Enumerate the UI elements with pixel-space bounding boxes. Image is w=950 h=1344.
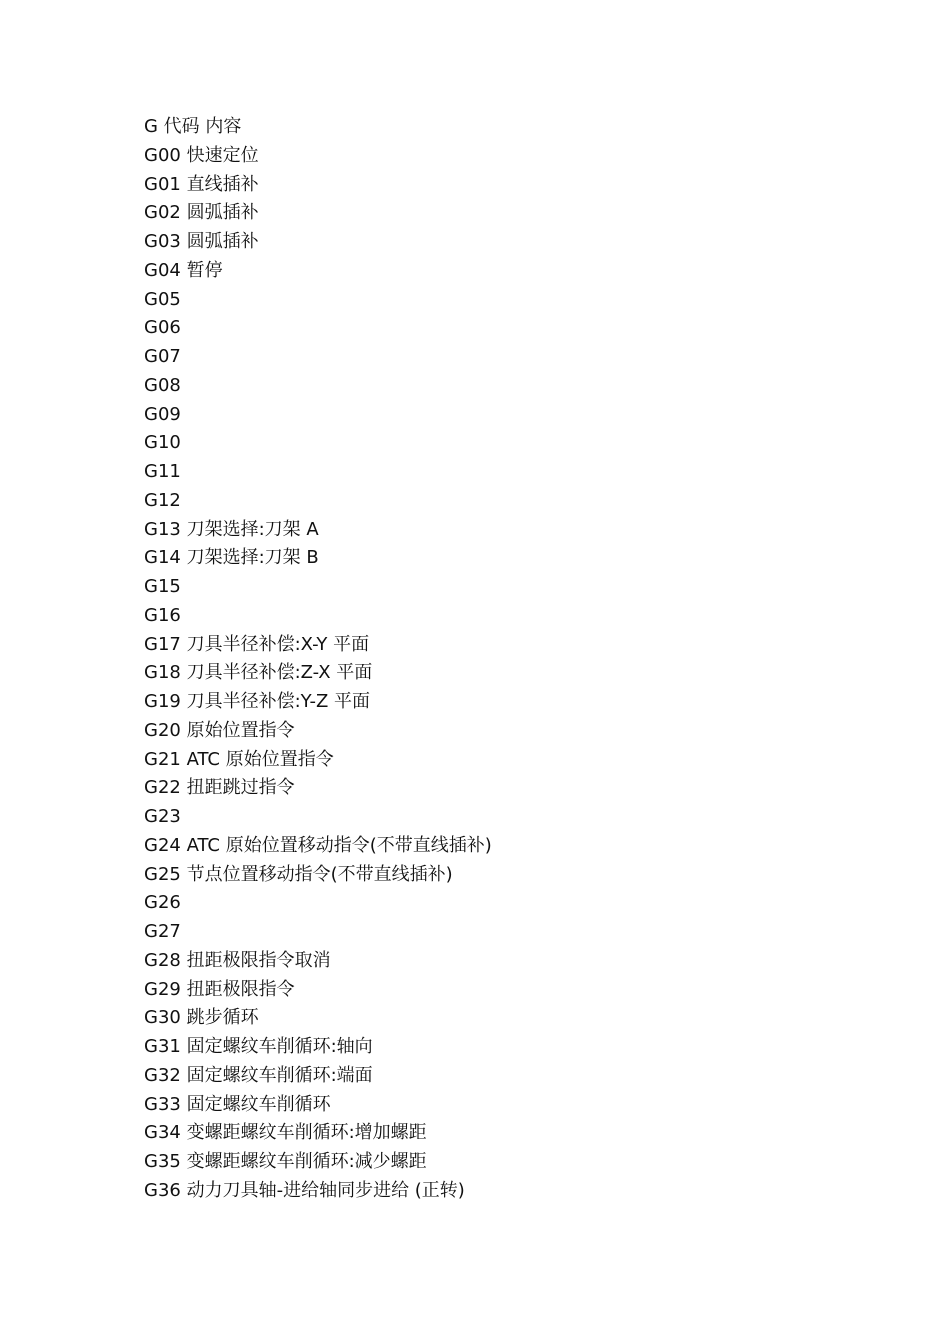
list-item: G09 [144, 403, 181, 425]
list-item: G33 固定螺纹车削循环 [144, 1093, 331, 1115]
list-item: G10 [144, 432, 181, 454]
list-item: G02 圆弧插补 [144, 202, 259, 224]
list-item: G12 [144, 489, 181, 511]
list-item: G19 刀具半径补偿:Y-Z 平面 [144, 691, 371, 712]
list-item: G15 [144, 576, 181, 597]
list-item: G07 [144, 346, 181, 367]
list-item: G23 [144, 806, 181, 827]
list-item: G01 直线插补 [144, 173, 259, 195]
list-item: G30 跳步循环 [144, 1007, 259, 1029]
list-item: G13 刀架选择:刀架 A [144, 518, 319, 540]
list-item: G00 快速定位 [144, 144, 259, 166]
list-item: G26 [144, 892, 181, 914]
list-item: G11 [144, 461, 181, 482]
list-item: G16 [144, 604, 181, 626]
list-item: G04 暂停 [144, 259, 223, 281]
list-item: G 代码 内容 [144, 116, 242, 137]
list-item: G28 扭距极限指令取消 [144, 949, 331, 971]
list-item: G20 原始位置指令 [144, 719, 295, 741]
list-item: G05 [144, 288, 181, 310]
list-item: G17 刀具半径补偿:X-Y 平面 [144, 633, 370, 655]
list-item: G32 固定螺纹车削循环:端面 [144, 1064, 373, 1086]
list-item: G34 变螺距螺纹车削循环:增加螺距 [144, 1122, 427, 1144]
list-item: G14 刀架选择:刀架 B [144, 547, 319, 569]
list-item: G08 [144, 374, 181, 396]
list-item: G06 [144, 317, 181, 339]
list-item: G29 扭距极限指令 [144, 978, 295, 1000]
list-item: G18 刀具半径补偿:Z-X 平面 [144, 662, 373, 684]
list-item: G24 ATC 原始位置移动指令(不带直线插补) [144, 834, 492, 856]
list-item: G35 变螺距螺纹车削循环:减少螺距 [144, 1151, 427, 1172]
list-item: G22 扭距跳过指令 [144, 777, 295, 799]
list-item: G25 节点位置移动指令(不带直线插补) [144, 863, 453, 885]
list-item: G36 动力刀具轴-进给轴同步进给 (正转) [144, 1179, 465, 1201]
list-item: G31 固定螺纹车削循环:轴向 [144, 1036, 373, 1057]
list-item: G21 ATC 原始位置指令 [144, 748, 334, 770]
g-code-list [144, 113, 492, 1206]
list-item: G27 [144, 921, 181, 942]
list-item: G03 圆弧插补 [144, 231, 259, 252]
